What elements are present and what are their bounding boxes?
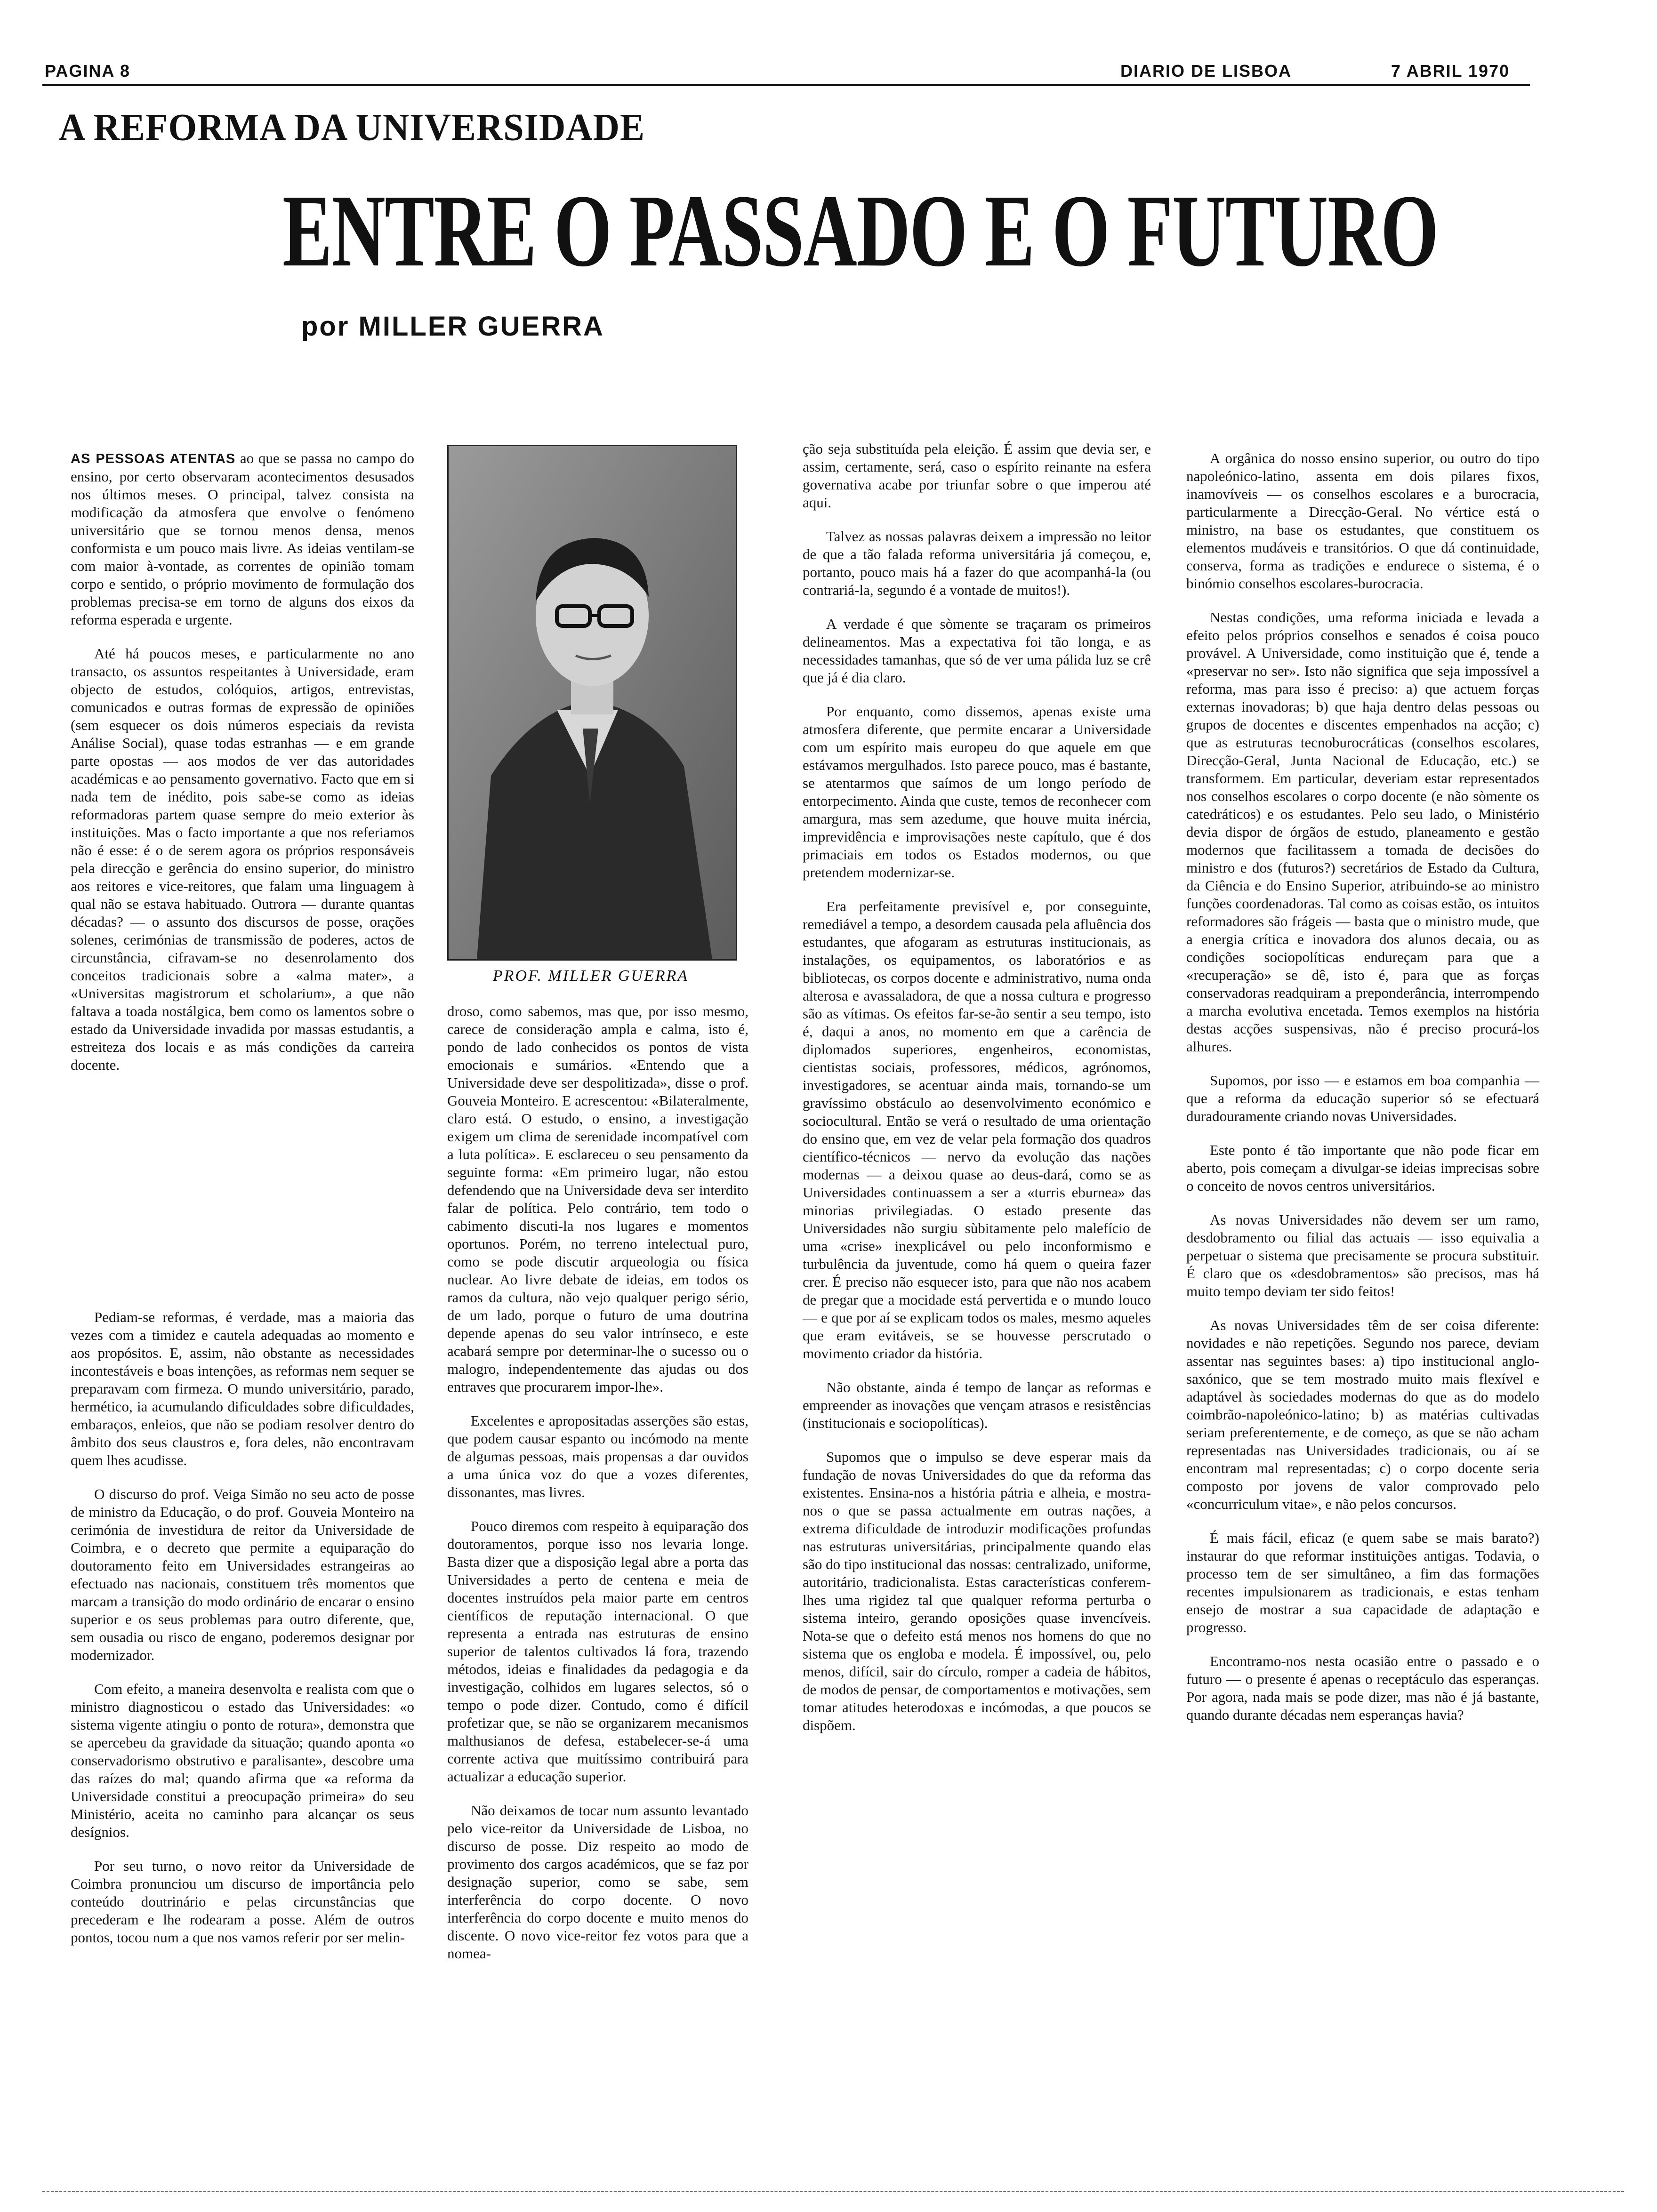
column-4 — [1186, 449, 1539, 1740]
paragraph: Com efeito, a maneira desenvolta e realista com que o ministro diagnosticou o estado das Universidades: «o sistema vigente atingiu o ponto de rotura», demonstra que se apercebeu da gravidade da situação; quando aponta «o conservadorismo obstrutivo e paralisante», descobre uma das raízes do mal; quando afirma que «a reforma da Universidade constitui a preocupação primeira» do seu Ministério, aceita no caminho para alcançar os seus desígnios. — [71, 1681, 414, 1840]
footer-rule — [42, 2191, 1624, 2192]
lead-in: AS PESSOAS ATENTAS — [71, 451, 236, 466]
paragraph: AS PESSOAS ATENTAS ao que se passa no campo do ensino, por certo observaram acontecimentos desusados nos últimos meses. O principal, talvez consista na modificação da atmosfera que envolve o fenómeno universitário que se tornou menos densa, menos conformista e um pouco mais livre. As ideias ventilam-se com maior à-vontade, as correntes de opinião tomam corpo e sentido, o próprio movimento de formulação dos problemas precisa-se em torno de alguns dos eixos da reforma esperada e urgente. — [71, 450, 414, 628]
paragraph: Pediam-se reformas, é verdade, mas a maioria das vezes com a timidez e cautela adequadas ao momento e aos propósitos. E, assim, não obstante as necessidades incontestáveis e boas intenções, as reformas nem sequer se preparavam com firmeza. O mundo universitário, parado, hermético, ia acumulando dificuldades sobre dificuldades, embaraços, enleios, que não se podiam resolver dentro do âmbito dos seus claustros e, fora deles, não encontravam quem lhes acudisse. — [71, 1309, 414, 1468]
paragraph: Não deixamos de tocar num assunto levantado pelo vice-reitor da Universidade de Lisboa, no discurso de posse. Diz respeito ao modo de provimento dos cargos académicos, que se faz por designação superior, como se sabe, sem interferência do corpo docente. O novo interferência do corpo docente e muito menos do discente. O novo vice-reitor fez votos para que a nomea- — [447, 1802, 748, 1962]
newspaper-name: DIARIO DE LISBOA — [1120, 61, 1292, 80]
paragraph: Por enquanto, como dissemos, apenas existe uma atmosfera diferente, que permite encarar a Universidade com um espírito mais europeu do que aquele em que estávamos mergulhados. Isto parece pouco, mas é bastante, se atentarmos que saímos de um longo período de entorpecimento. Ainda que custe, temos de reconhecer com amargura, mas sem azedume, que houve muita inércia, imprevidência e improvisações neste capítulo, que é dos primaciais em todos os Estados modernos, ou que pretendem modernizar-se. — [803, 703, 1151, 881]
paragraph: As novas Universidades não devem ser um ramo, desdobramento ou filial das actuais — isso equivalia a perpetuar o sistema que precisamente se procura substituir. É claro que os «desdobramentos» são precisos, mas há muito tempo deviam ter sido feitos! — [1186, 1211, 1539, 1299]
column-3 — [803, 440, 1151, 1750]
paragraph: ção seja substituída pela eleição. É assim que devia ser, e assim, certamente, será, caso o espírito reinante na esfera governativa acabe por triunfar sobre o que imperou até aqui. — [803, 441, 1151, 511]
issue-date: 7 ABRIL 1970 — [1391, 61, 1510, 80]
byline: por MILLER GUERRA — [301, 311, 604, 342]
headline: ENTRE O PASSADO E O FUTURO — [282, 173, 1438, 288]
section-title: A REFORMA DA UNIVERSIDADE — [59, 105, 645, 149]
page-number: PAGINA 8 — [45, 61, 131, 80]
paragraph: O discurso do prof. Veiga Simão no seu acto de posse de ministro da Educação, o do prof. Gouveia Monteiro na cerimónia de investidura de reitor da Universidade de Coimbra, e o decreto que permite a equiparação do doutoramento feito em Universidades estrangeiras ao efectuado nas nacionais, constituem três momentos que marcam a transição do modo ordinário de encarar o ensino superior e os seus problemas para outro diferente, que, sem ousadia ou risco de engano, poderemos designar por modernizador. — [71, 1486, 414, 1663]
header-rule — [42, 84, 1530, 86]
paragraph: Por seu turno, o novo reitor da Universidade de Coimbra pronunciou um discurso de importância pelo conteúdo doutrinário e pelas circunstâncias que precederam e lhe rodearam a posse. Além de outros pontos, tocou num a que nos vamos referir por ser melin- — [71, 1858, 414, 1946]
paragraph: Não obstante, ainda é tempo de lançar as reformas e empreender as inovações que vençam atrasos e resistências (institucionais e sociopolíticas). — [803, 1379, 1151, 1431]
column-1-lower — [71, 1308, 414, 1963]
paragraph: Era perfeitamente previsível e, por conseguinte, remediável a tempo, a desordem causada pela afluência dos estudantes, que afogaram as estruturas institucionais, as instalações, os equipamentos, os laboratórios e as bibliotecas, os corpos docente e administrativo, numa onda alterosa e avassaladora, de que a nossa cultura e progresso são as vítimas. Os efeitos far-se-ão sentir a seu tempo, isto é, daqui a anos, no momento em que a carência de diplomados superiores, engenheiros, economistas, cientistas sociais, professores, médicos, agrónomos, investigadores, se acentuar ainda mais, tornando-se um gravíssimo obstáculo ao desenvolvimento económico e sociocultural. Então se verá o resultado de uma orientação do ensino que, em vez de velar pela formação dos quadros científico-técnicos — nervo da evolução das nações modernas — a deixou quase ao deus-dará, como se as Universidades continuassem a ser a «turris eburnea» das minorias privilegiadas. O estado presente das Universidades não surgiu sùbitamente pelo malefício de uma «crise» inexplicável ou pelo inconformismo e turbulência da juventude, como há quem o queira fazer crer. É preciso não esquecer isto, para que não nos acabem de pregar que a mocidade está pervertida e o mundo louco — e que por aí se explicam todos os males, mesmo aqueles que eram evitáveis, se se houvesse perscrutado o movimento criador da história. — [803, 898, 1151, 1362]
author-photo — [447, 445, 737, 961]
paragraph: Supomos, por isso — e estamos em boa companhia — que a reforma da educação superior só se efectuará duradouramente criando novas Universidades. — [1186, 1072, 1539, 1124]
column-1 — [71, 449, 414, 1090]
column-2 — [447, 1002, 748, 1979]
paragraph: Este ponto é tão importante que não pode ficar em aberto, pois começam a divulgar-se ideias imprecisas sobre o conceito de novos centros universitários. — [1186, 1142, 1539, 1194]
paragraph: droso, como sabemos, mas que, por isso mesmo, carece de consideração ampla e calma, isto é, pondo de lado conhecidos os pontos de vista emocionais e sumários. «Entendo que a Universidade deve ser despolitizada», disse o prof. Gouveia Monteiro. E acrescentou: «Bilateralmente, claro está. O estudo, o ensino, a investigação exigem um clima de serenidade incompatível com a luta política». E esclareceu o seu pensamento da seguinte forma: «Em primeiro lugar, não estou defendendo que na Universidade deva ser interdito falar de política. Pelo contrário, tem todo o cabimento discuti-la nos lugares e momentos oportunos. Porém, no terreno intelectual puro, como se pode discutir arqueologia ou física nuclear. Ao livre debate de ideias, em todos os ramos da cultura, não vejo qualquer perigo sério, de um lado, porque o futuro de uma doutrina depende apenas do seu valor intrínseco, e este acabará sempre por determinar-lhe o sucesso ou o malogro, independentemente das ajudas ou dos entraves que procurarem impor-lhe». — [447, 1003, 748, 1395]
paragraph: Encontramo-nos nesta ocasião entre o passado e o futuro — o presente é apenas o receptáculo das esperanças. Por agora, nada mais se pode dizer, mas não é já bastante, quando durante décadas nem esperanças havia? — [1186, 1653, 1539, 1723]
paragraph: A verdade é que sòmente se traçaram os primeiros delineamentos. Mas a expectativa foi tão longa, e as necessidades tamanhas, que só de ver uma pálida luz se crê que já é dia claro. — [803, 616, 1151, 686]
paragraph: Supomos que o impulso se deve esperar mais da fundação de novas Universidades do que da reforma das existentes. Ensina-nos a história pátria e alheia, e mostra-nos o que se passa actualmente em outras nações, a extrema dificuldade de introduzir modificações profundas nas estruturas universitárias, principalmente quando elas são do tipo institucional das nossas: centralizado, uniforme, autoritário, tradicionalista. Estas características conferem-lhes uma rigidez tal que qualquer reforma perturba o sistema inteiro, gerando oposições quase invencíveis. Nota-se que o defeito está menos nos homens do que no sistema que os engloba e modela. É impossível, ou, pelo menos, difícil, sair do círculo, romper a cadeia de hábitos, de modos de pensar, de comportamentos e motivações, sem tomar atitudes heterodoxas e incómodas, a que poucos se dispõem. — [803, 1449, 1151, 1733]
photo-caption: PROF. MILLER GUERRA — [492, 967, 689, 985]
paragraph: Nestas condições, uma reforma iniciada e levada a efeito pelos próprios conselhos e senados é coisa pouco provável. A Universidade, como instituição que é, tende a «preservar no ser». Isto não significa que seja impossível a reforma, mas para isso é preciso: a) que actuem forças externas inovadoras; b) que haja dentro delas pessoas ou grupos de docentes e discentes empenhados na acção; c) que as estruturas tecnoburocráticas (conselhos escolares, Direcção-Geral, Junta Nacional de Educação, etc.) se transformem. Em particular, deveriam estar representados nos conselhos escolares o corpo docente (e não sòmente os catedráticos) e os estudantes. Pelo seu lado, o Ministério devia dispor de órgãos de estudo, planeamento e gestão modernos que facilitassem a tomada de decisões do ministro e dos (futuros?) secretários de Estado da Cultura, da Ciência e do Ensino Superior, atribuindo-se ao ministro funções coordenadoras. Tal como as coisas estão, os intuitos reformadores são frágeis — basta que o ministro mude, que a energia crítica e inovadora dos alunos decaia, ou as condições sociopolíticas endureçam para que a «recuperação» se dê, isto é, para que as forças conservadoras readquiram a preponderância, interrompendo a marcha evolutiva encetada. Temos exemplos na história destas acções suspensivas, não é preciso procurá-los alhures. — [1186, 609, 1539, 1055]
paragraph: Excelentes e apropositadas asserções são estas, que podem causar espanto ou incómodo na mente de algumas pessoas, mais propensas a dar ouvidos a uma única voz do que a vozes diferentes, dissonantes, mas livres. — [447, 1412, 748, 1500]
paragraph: Talvez as nossas palavras deixem a impressão no leitor de que a tão falada reforma universitária já começou, e, portanto, pouco mais há a fazer do que acompanhá-la (ou contrariá-la, segundo é a vontade de muitos!). — [803, 528, 1151, 598]
paragraph: A orgânica do nosso ensino superior, ou outro do tipo napoleónico-latino, assenta em dois pilares fixos, inamovíveis — os conselhos escolares e a burocracia, particularmente a Direcção-Geral. No vértice está o ministro, na base os estudantes, que constituem os elementos mudáveis e transitórios. O que dá continuidade, conserva, forma as tradições e endurece o sistema, é o binómio conselhos escolares-burocracia. — [1186, 450, 1539, 592]
paragraph: As novas Universidades têm de ser coisa diferente: novidades e não repetições. Segundo nos parece, deviam assentar nas seguintes bases: a) tipo institucional anglo-saxónico, que se tem mostrado muito mais flexível e adaptável às sociedades modernas do que as do modelo coimbrão-napoleónico-latino; b) as matérias cultivadas seriam preferentemente, e de começo, as que se não acham representadas nas Universidades tradicionais, ou aí se encontram mal representadas; c) o corpo docente seria composto por jovens de valor comprovado pelo «concurriculum vitae», e não pelos concursos. — [1186, 1317, 1539, 1512]
portrait-photo-icon — [449, 446, 736, 959]
paragraph: Pouco diremos com respeito à equiparação dos doutoramentos, porque isso nos levaria longe. Basta dizer que a disposição legal abre a porta das Universidades a perto de centena e meia de docentes instruídos pela maior parte em centros científicos de reputação internacional. O que representa a entrada nas estruturas de ensino superior de talentos cultivados lá fora, trazendo métodos, ideias e finalidades da pedagogia e da investigação, colhidos em lugares selectos, só o tempo o pode dizer. Contudo, como é difícil profetizar que, se não se organizarem mecanismos malthusianos de defesa, estabelecer-se-á uma corrente activa que muitíssimo contribuirá para actualizar a educação superior. — [447, 1518, 748, 1785]
paragraph: É mais fácil, eficaz (e quem sabe se mais barato?) instaurar do que reformar instituições antigas. Todavia, o processo tem de ser simultâneo, a fim das formações recentes impulsionarem as tradicionais, e estas tenham ensejo de mostrar a sua capacidade de adaptação e progresso. — [1186, 1530, 1539, 1635]
paragraph: Até há poucos meses, e particularmente no ano transacto, os assuntos respeitantes à Universidade, eram objecto de estudos, colóquios, artigos, entrevistas, comunicados e outras formas de expressão de opiniões (sem esquecer os dois números especiais da revista Análise Social), quase todas estranhas — e em grande parte opostas — aos modos de ver das autoridades académicas e ao pensamento governativo. Facto que em si nada tem de inédito, pois sabe-se como as ideias reformadoras partem quase sempre do meio exterior às instituições. Mas o facto importante a que nos referiamos não é esse: é o de serem agora os próprios responsáveis pela direcção e gerência do ensino superior, do ministro aos reitores e vice-reitores, que falam uma linguagem à qual não se estava habituado. Outrora — durante quantas décadas? — o assunto dos discursos de posse, orações solenes, cerimónias de transmissão de poderes, actos de circunstância, cifravam-se no desenrolamento dos conceitos tradicionais sobre a «alma mater», a «Universitas magistrorum et scholarium», a que não faltava a toada nostálgica, bem como os lamentos sobre o estado da Universidade invadida por massas estudantis, a estreiteza dos locais e as más condições da carreira docente. — [71, 645, 414, 1073]
